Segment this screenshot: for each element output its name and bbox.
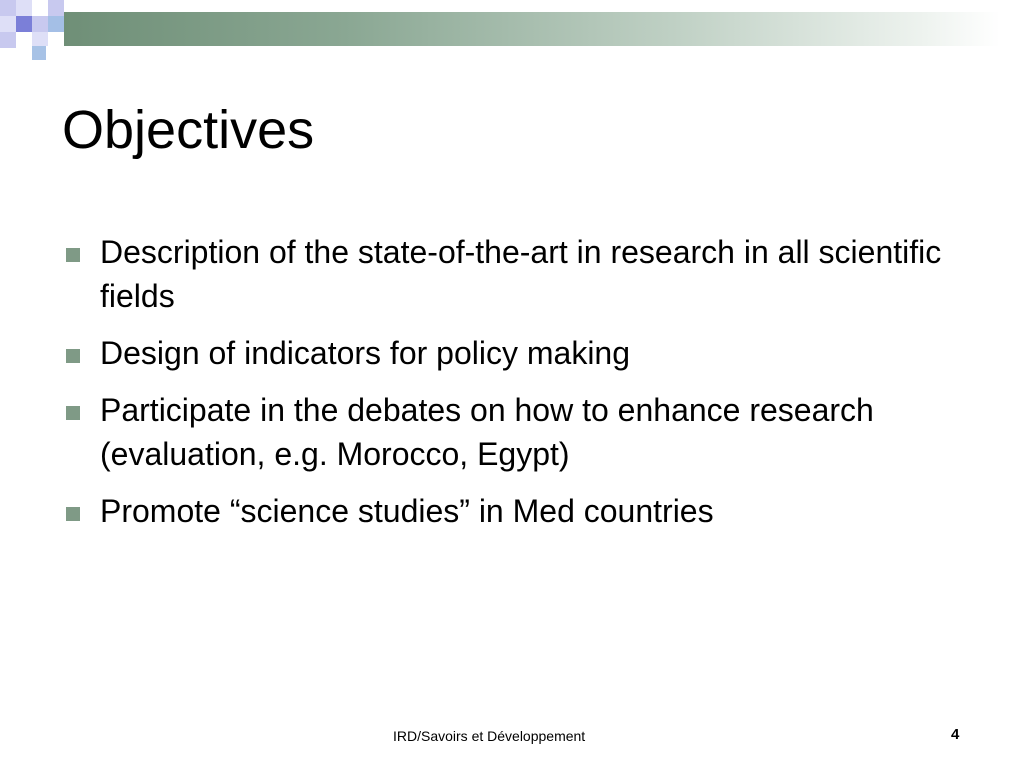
slide-title: Objectives: [62, 100, 315, 160]
square-bullet-icon: [66, 248, 80, 262]
decor-square: [0, 0, 16, 16]
square-bullet-icon: [66, 406, 80, 420]
bullet-item: [62, 388, 962, 476]
decor-square: [16, 16, 32, 32]
footer-text: IRD/Savoirs et Développement: [393, 728, 586, 744]
header-gradient-band: [64, 12, 1000, 46]
bullet-text: Design of indicators for policy making: [100, 335, 631, 371]
bullet-item: [62, 230, 962, 318]
bullet-item: [62, 331, 962, 375]
decor-square: [48, 16, 64, 32]
square-bullet-icon: [66, 349, 80, 363]
bullet-text: Description of the state-of-the-art in research in all scientific fields: [100, 234, 942, 314]
decor-square: [0, 16, 16, 32]
bullet-text: Participate in the debates on how to enhance research (evaluation, e.g. Morocco, Egypt): [100, 392, 874, 472]
decor-square: [16, 0, 32, 16]
decor-square: [48, 0, 64, 16]
decor-square: [32, 46, 46, 60]
decor-square: [0, 32, 16, 48]
page-number: 4: [951, 726, 960, 743]
bullet-item: [62, 489, 962, 533]
square-bullet-icon: [66, 507, 80, 521]
bullet-list: [62, 230, 962, 546]
decor-square: [32, 16, 48, 32]
decor-square: [32, 32, 48, 46]
bullet-text: Promote “science studies” in Med countries: [100, 493, 714, 529]
